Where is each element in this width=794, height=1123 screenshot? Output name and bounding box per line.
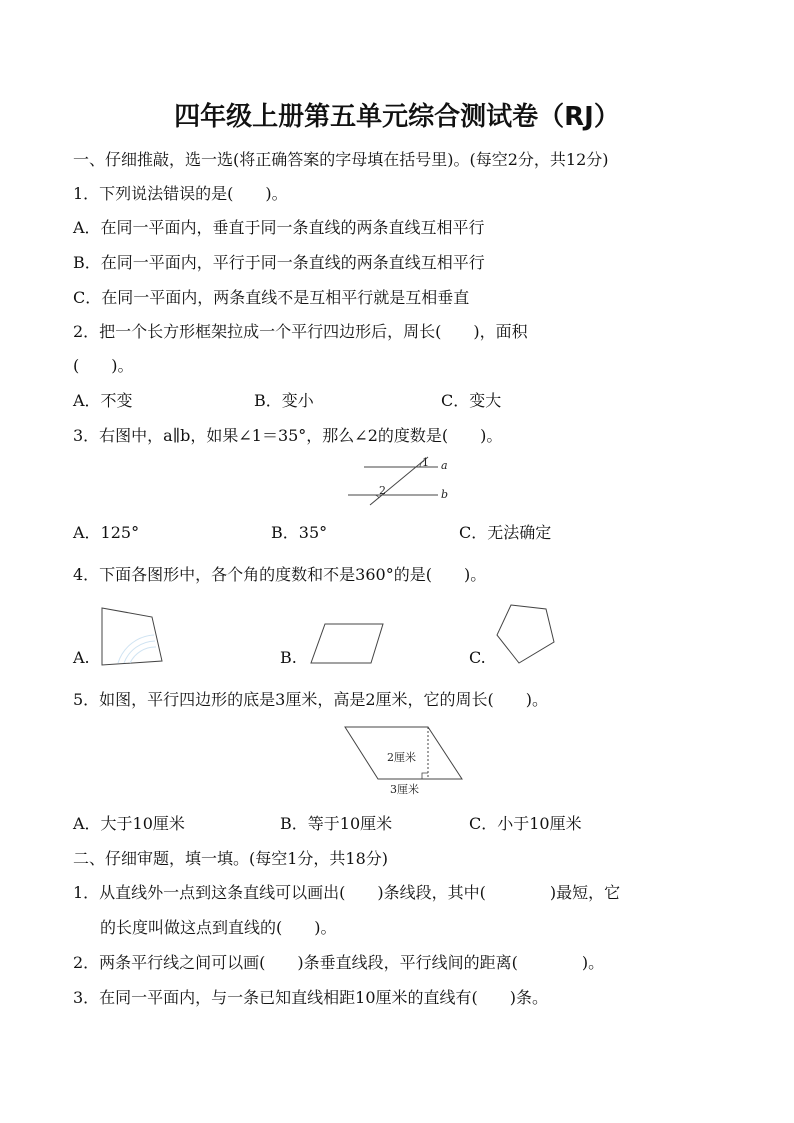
question-5-option-c: C．小于10厘米 <box>469 814 582 833</box>
question-5-stem: 5．如图，平行四边形的底是3厘米，高是2厘米，它的周长( )。 <box>73 690 549 709</box>
question-4-option-a: A. <box>73 648 90 667</box>
question-4-option-c: C. <box>469 648 486 667</box>
angle-2-label: 2 <box>379 484 386 497</box>
question-3-stem: 3．右图中，a∥b，如果∠1＝35°，那么∠2的度数是( )。 <box>73 426 503 445</box>
question-4-stem: 4．下面各图形中，各个角的度数和不是360°的是( )。 <box>73 565 487 584</box>
parallel-lines-figure <box>340 455 460 510</box>
section-2-question-2: 2．两条平行线之间可以画( )条垂直线段，平行线间的距离( )。 <box>73 953 605 972</box>
page-title: 四年级上册第五单元综合测试卷（RJ） <box>174 102 620 132</box>
parallelogram-shape-b <box>305 620 385 668</box>
question-3-option-b: B．35° <box>271 523 328 542</box>
section-2-question-1-line-1: 1．从直线外一点到这条直线可以画出( )条线段，其中( )最短，它 <box>73 883 621 902</box>
line-a-label: a <box>441 459 448 472</box>
question-2-stem-continued: ( )。 <box>73 356 134 375</box>
angle-1-label: 1 <box>422 456 429 469</box>
question-1-stem: 1．下列说法错误的是( )。 <box>73 184 288 203</box>
question-4-option-b: B. <box>280 648 297 667</box>
section-1-heading: 一、仔细推敲，选一选(将正确答案的字母填在括号里)。(每空2分，共12分) <box>73 150 609 169</box>
question-2-option-c: C．变大 <box>441 391 502 410</box>
base-label: 3厘米 <box>390 783 419 796</box>
question-1-option-b: B．在同一平面内，平行于同一条直线的两条直线互相平行 <box>73 253 485 272</box>
section-2-question-1-line-2: 的长度叫做这点到直线的( )。 <box>100 918 337 937</box>
question-1-option-a: A．在同一平面内，垂直于同一条直线的两条直线互相平行 <box>73 218 485 237</box>
quadrilateral-shape-a <box>98 605 168 667</box>
question-5-option-a: A．大于10厘米 <box>73 814 185 833</box>
question-2-option-b: B．变小 <box>254 391 314 410</box>
line-b-label: b <box>441 488 449 501</box>
height-label: 2厘米 <box>387 751 416 764</box>
section-2-heading: 二、仔细审题，填一填。(每空1分，共18分) <box>73 849 389 868</box>
question-5-option-b: B．等于10厘米 <box>280 814 393 833</box>
section-2-question-3: 3．在同一平面内，与一条已知直线相距10厘米的直线有( )条。 <box>73 988 549 1007</box>
parallelogram-figure <box>340 722 470 800</box>
question-2-option-a: A．不变 <box>73 391 133 410</box>
question-2-stem: 2．把一个长方形框架拉成一个平行四边形后，周长( )，面积 <box>73 322 528 341</box>
question-1-option-c: C．在同一平面内，两条直线不是互相平行就是互相垂直 <box>73 288 470 307</box>
question-3-option-c: C．无法确定 <box>459 523 552 542</box>
pentagon-shape-c <box>494 602 560 666</box>
question-3-option-a: A．125° <box>73 523 140 542</box>
